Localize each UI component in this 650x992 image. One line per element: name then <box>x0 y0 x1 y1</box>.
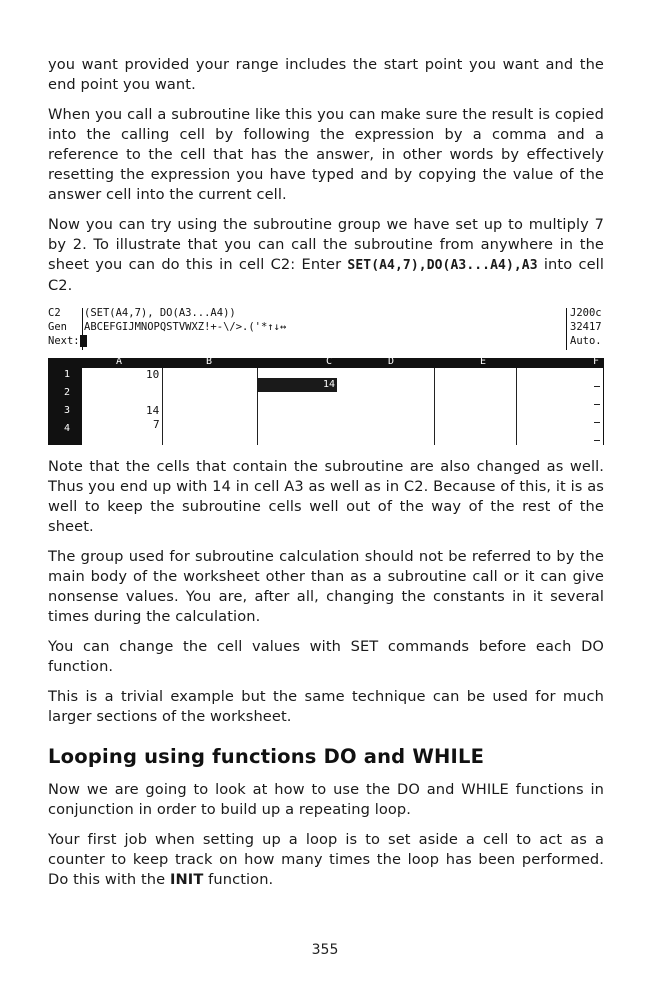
formula-code: SET(A4,7),DO(A3...A4),A3 <box>347 258 538 273</box>
scroll-mark <box>594 404 600 405</box>
column-header-bar <box>48 358 604 368</box>
column-header: D <box>388 356 395 367</box>
column-header: E <box>480 356 487 367</box>
scroll-mark <box>594 422 600 423</box>
paragraph-9-post: function. <box>203 871 274 888</box>
paragraph-9-pre: Your first job when setting up a loop is to set aside a cell to act as a counter to keep track on how many times the loop has been performed. Do this with the <box>48 831 604 888</box>
section-heading: Looping using functions DO and WHILE <box>48 745 485 768</box>
scroll-mark <box>594 386 600 387</box>
scroll-mark <box>594 440 600 441</box>
column-line <box>516 368 517 445</box>
cell-grid <box>48 368 604 445</box>
row-number: 2 <box>64 387 71 398</box>
divider <box>566 308 567 350</box>
paragraph-7: This is a trivial example but the same technique can be used for much larger sections of the worksheet. <box>48 688 604 725</box>
paragraph-6: You can change the cell values with SET commands before each DO function. <box>48 638 604 675</box>
row-number: 1 <box>64 369 71 380</box>
page-body <box>48 55 604 900</box>
calc-mode: Auto. <box>570 335 602 347</box>
memory-indicator: J200c <box>570 307 602 319</box>
cell-ref: C2 <box>48 307 61 319</box>
paragraph-3 <box>48 215 604 296</box>
cell-formula: (SET(A4,7), DO(A3...A4)) <box>84 307 236 319</box>
paragraph-8: Now we are going to look at how to use the DO and WHILE functions in conjunction in order to build up a repeating loop. <box>48 781 604 818</box>
row-number: 3 <box>64 405 71 416</box>
paragraph-3-tail: into cell C2. <box>48 256 604 294</box>
row-number: 4 <box>64 423 71 434</box>
row-number-column <box>48 368 82 445</box>
control-row-3 <box>48 334 87 349</box>
next-label: Next: <box>48 335 80 347</box>
paragraph-9 <box>48 830 604 890</box>
paragraph-5: The group used for subroutine calculation should not be referred to by the main body of the worksheet other than as a subroutine call or it can give nonsense values. You are, after all, changing the constants in it several times during the calculation. <box>48 548 604 625</box>
init-keyword: INIT <box>169 871 204 888</box>
column-header: A <box>116 356 123 367</box>
mode-label: Gen <box>48 321 67 333</box>
column-header: B <box>206 356 213 367</box>
column-line <box>434 368 435 445</box>
free-memory: 32417 <box>570 321 602 333</box>
cell-a3: 14 <box>146 404 160 417</box>
paragraph-3-text: Now you can try using the subroutine group we have set up to multiply 7 by 2. To illustrate that you can call the subroutine from anywhere in the sheet you can do this in cell C2: Enter <box>48 216 604 273</box>
column-header: F <box>593 356 600 367</box>
cell-a4: 7 <box>153 418 160 431</box>
cell-a1: 10 <box>146 368 160 381</box>
control-row-2 <box>48 320 286 335</box>
column-line <box>162 368 163 445</box>
paragraph-1: you want provided your range includes the start point you want and the end point you want. <box>48 56 604 93</box>
control-panel <box>48 306 604 358</box>
spreadsheet-screenshot <box>48 306 604 445</box>
paragraph-4: Note that the cells that contain the subroutine are also changed as well. Thus you end up with 14 in cell A3 as well as in C2. Because of this, it is as well to keep the subroutine cells well out of the way of the rest of the sheet. <box>48 458 604 535</box>
column-header: C <box>326 356 333 367</box>
text-cursor <box>80 335 87 347</box>
charset-line: ABCEFGIJMNOPQSTVWXZ!+-\/>.('*↑↓↔ <box>84 321 287 333</box>
cell-c2-highlight: 14 <box>257 378 337 392</box>
paragraph-2: When you call a subroutine like this you can make sure the result is copied into the calling cell by following the expression by a comma and a reference to the cell that has the answer, in other words by effectively resetting the expression you have typed and by copying the value of the answer cell into the current cell. <box>48 106 604 203</box>
page-number: 355 <box>311 942 339 958</box>
control-row-1 <box>48 306 236 321</box>
